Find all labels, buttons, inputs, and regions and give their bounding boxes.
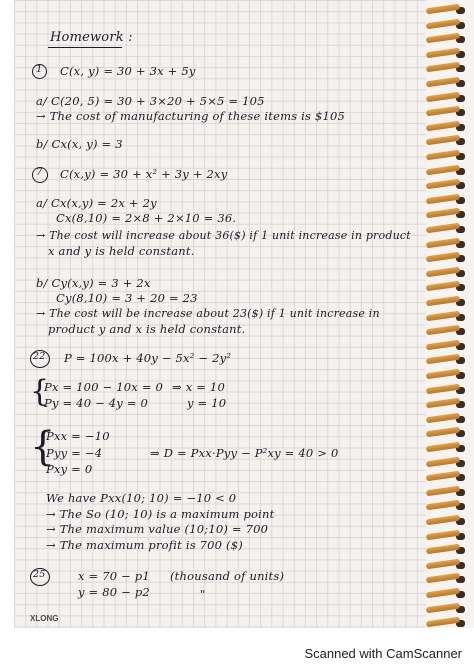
p25-y: y = 80 − p2: [78, 585, 150, 599]
p22-we-have: We have Pxx(10; 10) = −10 < 0: [46, 491, 237, 505]
spiral-ring: [426, 485, 461, 496]
spiral-ring: [426, 325, 461, 336]
spiral-ring: [426, 427, 461, 438]
p7a-equation-1: a/ Cx(x,y) = 2x + 2y: [36, 196, 157, 210]
spiral-ring: [426, 602, 461, 613]
p22-pyy: Pyy = −4: [46, 446, 103, 460]
p22-conclusion-1: → The So (10; 10) is a maximum point: [46, 507, 275, 521]
spiral-ring: [426, 47, 461, 58]
spiral-ring: [426, 179, 461, 190]
left-brace-2: {: [30, 424, 56, 470]
p22-py: Py = 40 − 4y = 0: [44, 396, 149, 410]
spiral-ring: [426, 223, 461, 234]
spiral-ring: [426, 252, 461, 263]
spiral-ring: [426, 383, 461, 394]
spiral-ring: [426, 588, 461, 599]
spiral-ring: [426, 544, 461, 555]
spiral-ring: [426, 442, 461, 453]
notebook-brand: XLONG: [30, 614, 59, 623]
left-brace-1: {: [30, 374, 50, 409]
spiral-ring: [426, 135, 461, 146]
problem-number-22: 22: [33, 351, 46, 362]
p7a-text-2: x and y is held constant.: [48, 244, 195, 258]
spiral-ring: [426, 558, 461, 569]
spiral-ring: [426, 150, 461, 161]
spiral-ring: [426, 193, 461, 204]
p1a-equation: a/ C(20, 5) = 30 + 3×20 + 5×5 = 105: [36, 94, 265, 108]
spiral-ring: [426, 91, 461, 102]
spiral-ring: [426, 266, 461, 277]
p22-result-y: y = 10: [187, 396, 227, 410]
spiral-ring: [426, 339, 461, 350]
p22-conclusion-3: → The maximum profit is 700 ($): [46, 538, 243, 552]
spiral-ring: [426, 208, 461, 219]
p22-pxx: Pxx = −10: [46, 429, 110, 443]
spiral-ring: [426, 369, 461, 380]
p7b-text-2: product y and x is held constant.: [48, 322, 246, 336]
p22-pxy: Pxy = 0: [46, 462, 93, 476]
p22-function: P = 100x + 40y − 5x² − 2y²: [64, 351, 232, 365]
spiral-ring: [426, 500, 461, 511]
p22-discriminant: ⇒ D = Pxx·Pyy − P²xy = 40 > 0: [150, 446, 339, 460]
p22-conclusion-2: → The maximum value (10;10) = 700: [46, 522, 269, 536]
spiral-ring: [426, 18, 461, 29]
spiral-ring: [426, 471, 461, 482]
problem-number-7: 7: [36, 167, 43, 178]
spiral-ring: [426, 237, 461, 248]
spiral-ring: [426, 456, 461, 467]
spiral-ring: [426, 573, 461, 584]
spiral-ring: [426, 398, 461, 409]
spiral-ring: [426, 33, 461, 44]
spiral-ring: [426, 617, 461, 628]
spiral-ring: [426, 120, 461, 131]
scan-footer: [0, 628, 474, 670]
spiral-ring: [426, 164, 461, 175]
p22-px: Px = 100 − 10x = 0: [44, 380, 164, 394]
camscanner-label: Scanned with CamScanner: [304, 646, 462, 661]
p25-ditto: ": [200, 587, 206, 601]
p7b-equation-2: Cy(8,10) = 3 + 20 = 23: [56, 291, 198, 305]
spiral-ring: [426, 106, 461, 117]
spiral-ring: [426, 529, 461, 540]
spiral-binding: [426, 0, 474, 628]
p25-x: x = 70 − p1: [78, 569, 150, 583]
p1-function: C(x, y) = 30 + 3x + 5y: [60, 64, 196, 78]
p7a-text-1: → The cost will increase about 36($) if 1 unit increase in product: [36, 229, 411, 242]
p7a-equation-2: Cx(8,10) = 2×8 + 2×10 = 36.: [56, 211, 237, 225]
p22-result-x: ⇒ x = 10: [172, 380, 225, 394]
spiral-ring: [426, 4, 461, 15]
problem-number-1: 1: [36, 64, 43, 75]
spiral-ring: [426, 412, 461, 423]
spiral-ring: [426, 310, 461, 321]
spiral-ring: [426, 77, 461, 88]
spiral-ring: [426, 515, 461, 526]
p7-function: C(x,y) = 30 + x² + 3y + 2xy: [60, 167, 228, 181]
spiral-ring: [426, 354, 461, 365]
heading-underline: [48, 47, 122, 48]
spiral-ring: [426, 281, 461, 292]
spiral-ring: [426, 296, 461, 307]
p7b-text-1: → The cost will be increase about 23($) if 1 unit increase in: [36, 307, 380, 320]
p7b-equation-1: b/ Cy(x,y) = 3 + 2x: [36, 276, 151, 290]
homework-heading: Homework :: [50, 30, 133, 45]
p1b-equation: b/ Cx(x, y) = 3: [36, 137, 123, 151]
p1a-text: → The cost of manufacturing of these items is $105: [36, 109, 346, 123]
spiral-ring: [426, 62, 461, 73]
problem-number-25: 25: [33, 569, 46, 580]
p25-note: (thousand of units): [170, 569, 285, 583]
